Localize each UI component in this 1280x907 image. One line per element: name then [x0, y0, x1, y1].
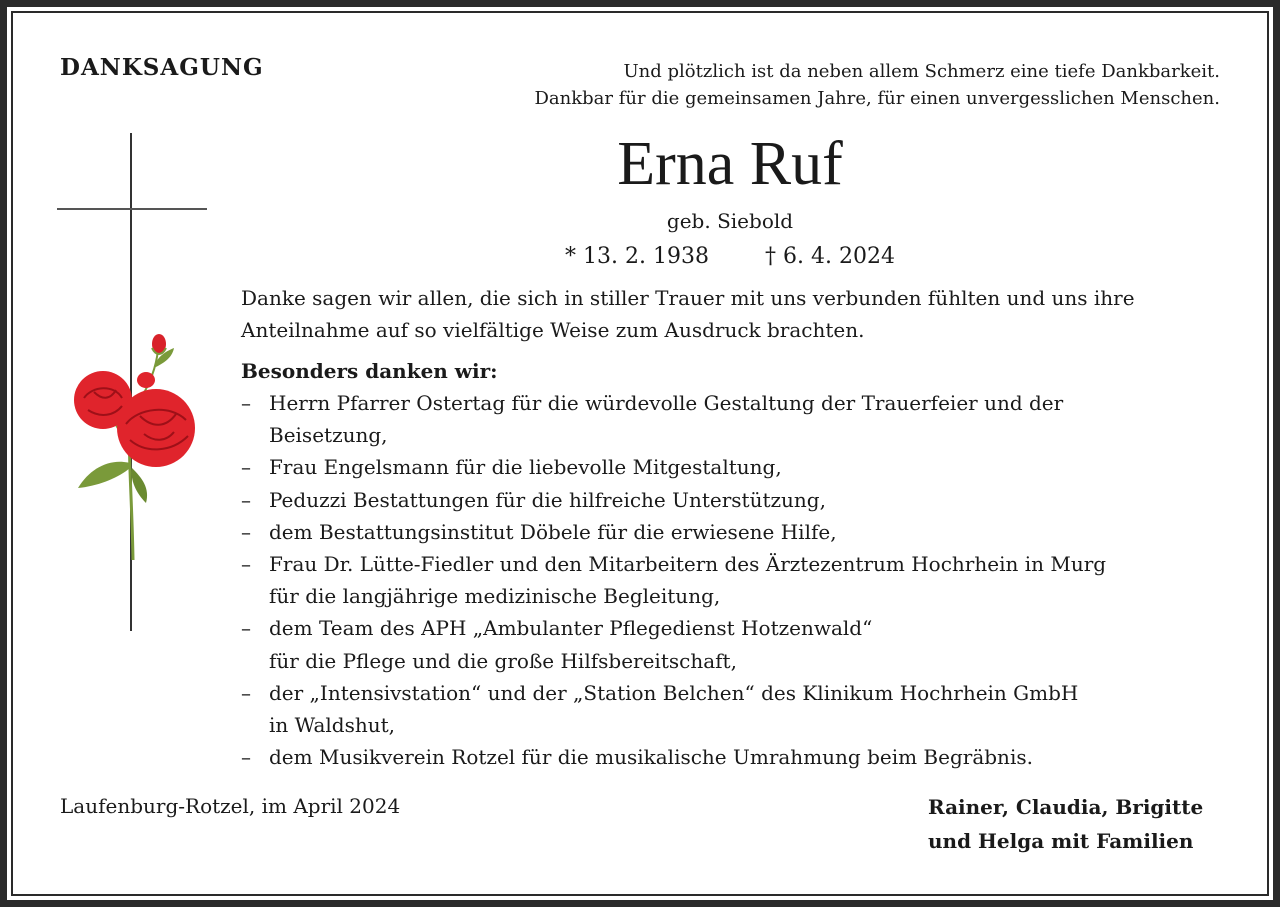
- roses-icon: [70, 328, 200, 563]
- dash-bullet: –: [241, 680, 251, 705]
- deceased-name: Erna Ruf: [617, 130, 843, 198]
- motto-line-2: Dankbar für die gemeinsamen Jahre, für einen unvergesslichen Menschen.: [534, 88, 1220, 109]
- intro-line-2: Anteilnahme auf so vielfältige Weise zum Ausdruck brachten.: [241, 318, 865, 342]
- dash-bullet: –: [241, 455, 251, 480]
- life-dates: [240, 241, 1220, 273]
- list-item: [241, 548, 1231, 612]
- motto-line-1: Und plötzlich ist da neben allem Schmerz eine tiefe Dankbarkeit.: [623, 61, 1220, 82]
- thanks-list: [241, 387, 1231, 773]
- dash-bullet: –: [241, 745, 251, 770]
- intro-text: [241, 282, 1231, 346]
- dash-bullet: –: [241, 391, 251, 415]
- place-date: Laufenburg-Rotzel, im April 2024: [60, 794, 401, 818]
- rose-blossom: [117, 389, 195, 467]
- cross-horizontal-bar: [57, 208, 207, 210]
- list-item-line: Herrn Pfarrer Ostertag für die würdevolle Gestaltung der Trauerfeier und der: [269, 391, 1064, 415]
- list-item: [241, 484, 1231, 516]
- signature-line-2: und Helga mit Familien: [928, 829, 1194, 853]
- heading-danksagung: DANKSAGUNG: [60, 54, 264, 81]
- list-item-line: für die langjährige medizinische Begleitung,: [269, 584, 721, 609]
- rose-leaf: [78, 462, 130, 488]
- list-item-line: Frau Dr. Lütte-Fiedler und den Mitarbeitern des Ärztezentrum Hochrhein in Murg: [269, 552, 1107, 577]
- list-item-line: Beisetzung,: [269, 423, 388, 448]
- list-item-line: für die Pflege und die große Hilfsbereitschaft,: [269, 648, 737, 673]
- list-item: [241, 516, 1231, 548]
- death-date: † 6. 4. 2024: [765, 244, 895, 269]
- dash-bullet: –: [241, 616, 251, 641]
- motto: [535, 58, 1221, 112]
- list-item: [241, 741, 1231, 773]
- dash-bullet: –: [241, 552, 251, 577]
- signature: [928, 790, 1203, 858]
- intro-line-1: Danke sagen wir allen, die sich in stiller Trauer mit uns verbunden fühlten und uns ihre: [241, 286, 1135, 310]
- list-item-line: dem Bestattungsinstitut Döbele für die erwiesene Hilfe,: [269, 519, 837, 544]
- list-item-line: dem Musikverein Rotzel für die musikalische Umrahmung beim Begräbnis.: [269, 745, 1033, 770]
- rose-bud: [137, 372, 155, 388]
- list-item: [241, 387, 1231, 451]
- dash-bullet: –: [241, 519, 251, 544]
- rose-leaf: [132, 468, 147, 503]
- birth-name: geb. Siebold: [666, 209, 794, 233]
- birth-date: * 13. 2. 1938: [565, 244, 709, 269]
- list-item: [241, 451, 1231, 483]
- list-item-line: dem Team des APH „Ambulanter Pflegedienst Hotzenwald“: [269, 616, 873, 641]
- list-item-line: der „Intensivstation“ und der „Station Belchen“ des Klinikum Hochrhein GmbH: [269, 680, 1079, 705]
- list-item-line: in Waldshut,: [269, 713, 395, 738]
- thanks-title: Besonders danken wir:: [241, 359, 498, 383]
- list-item-line: Frau Engelsmann für die liebevolle Mitgestaltung,: [269, 455, 782, 480]
- list-item: [241, 677, 1231, 741]
- list-item: [241, 612, 1231, 676]
- dash-bullet: –: [241, 487, 251, 512]
- list-item-line: Peduzzi Bestattungen für die hilfreiche Unterstützung,: [269, 487, 826, 512]
- signature-line-1: Rainer, Claudia, Brigitte: [928, 795, 1204, 819]
